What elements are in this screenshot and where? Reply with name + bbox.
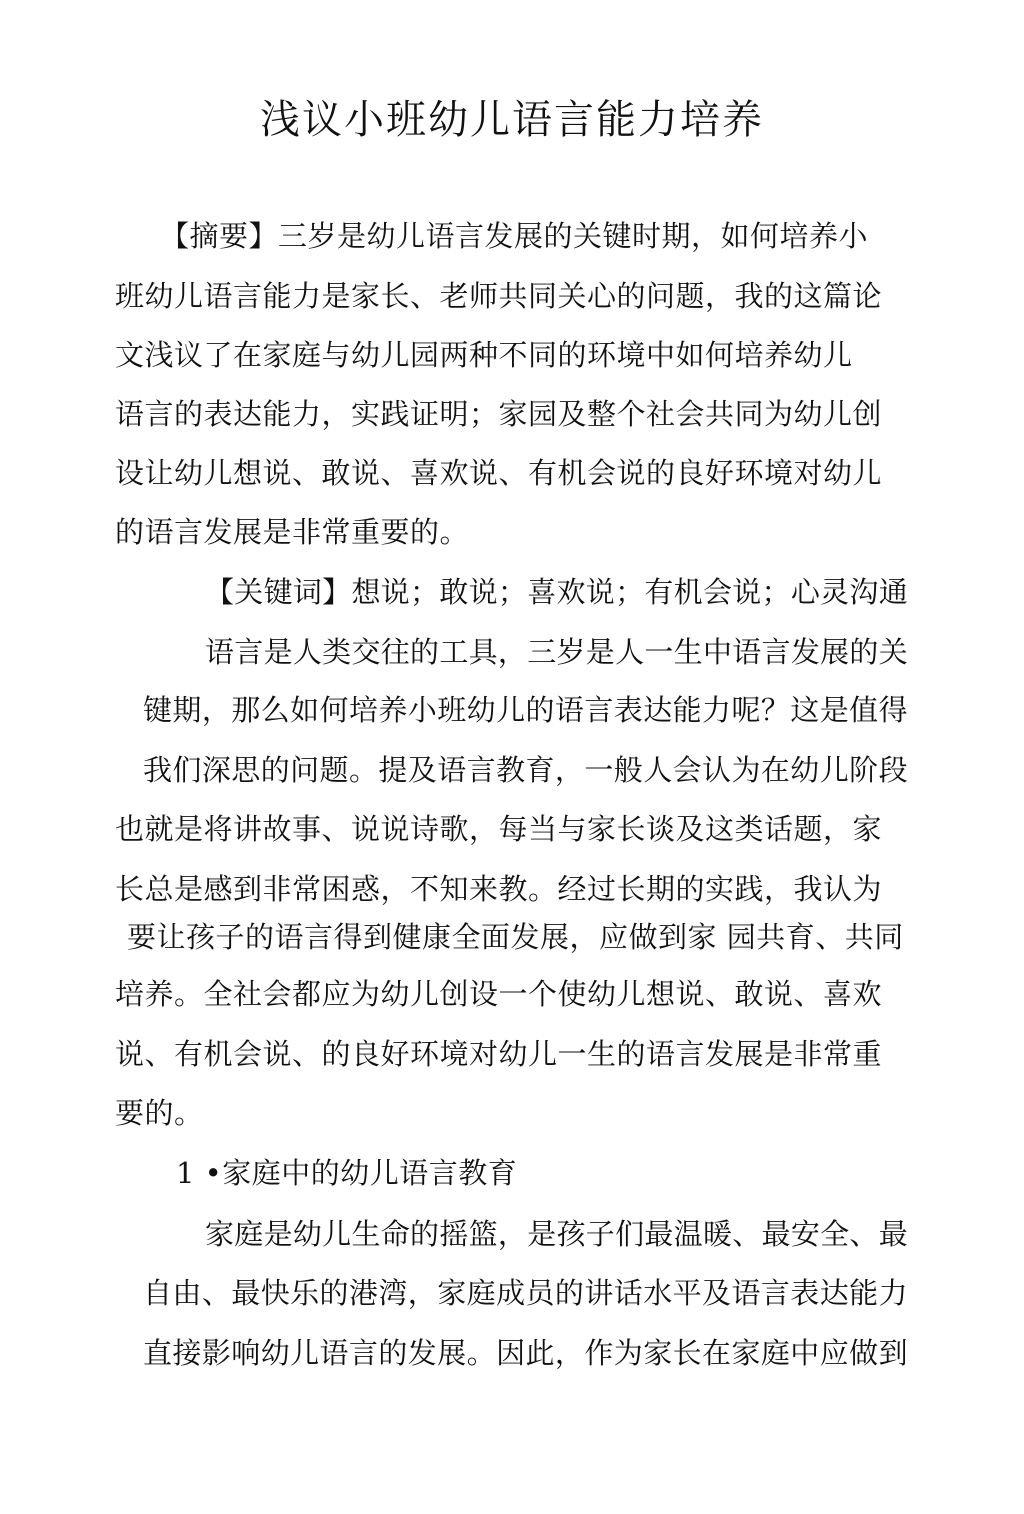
abstract-line: 文浅议了在家庭与幼儿园两种不同的环境中如何培养幼儿 <box>115 338 853 372</box>
abstract-line: 班幼儿语言能力是家长、老师共同关心的问题，我的这篇论 <box>115 279 883 313</box>
body-line: 也就是将讲故事、说说诗歌，每当与家长谈及这类话题，家 <box>115 812 883 846</box>
abstract-line: 的语言发展是非常重要的。 <box>115 515 470 549</box>
body-line: 家庭是幼儿生命的摇篮，是孩子们最温暖、最安全、最 <box>205 1217 909 1251</box>
abstract-line: 设让幼儿想说、敢说、喜欢说、有机会说的良好环境对幼儿 <box>115 456 883 490</box>
body-line: 培养。全社会都应为幼儿创设一个使幼儿想说、敢说、喜欢 <box>115 977 883 1011</box>
abstract-line: 语言的表达能力，实践证明；家园及整个社会共同为幼儿创 <box>115 397 883 431</box>
body-line: 语言是人类交往的工具，三岁是人一生中语言发展的关 <box>205 635 909 669</box>
body-line: 键期，那么如何培养小班幼儿的语言表达能力呢？这是值得 <box>143 693 909 727</box>
page-title: 浅议小班幼儿语言能力培养 <box>260 97 764 143</box>
body-line: 说、有机会说、的良好环境对幼儿一生的语言发展是非常重 <box>115 1037 883 1071</box>
abstract-line: 【摘要】三岁是幼儿语言发展的关键时期，如何培养小 <box>160 219 869 253</box>
body-line: 要让孩子的语言得到健康全面发展，应做到家 园共育、共同 <box>127 920 904 954</box>
keywords-line: 【关键词】想说；敢说；喜欢说；有机会说；心灵沟通 <box>205 575 909 609</box>
body-line: 长总是感到非常困惑，不知来教。经过长期的实践，我认为 <box>115 872 883 906</box>
body-line: 要的。 <box>115 1096 204 1130</box>
body-line: 自由、最快乐的港湾，家庭成员的讲话水平及语言表达能力 <box>143 1276 909 1310</box>
body-line: 我们深思的问题。提及语言教育，一般人会认为在幼儿阶段 <box>143 753 909 787</box>
body-line: 直接影响幼儿语言的发展。因此，作为家长在家庭中应做到 <box>143 1336 909 1370</box>
section-heading: 1 •家庭中的幼儿语言教育 <box>176 1156 518 1190</box>
